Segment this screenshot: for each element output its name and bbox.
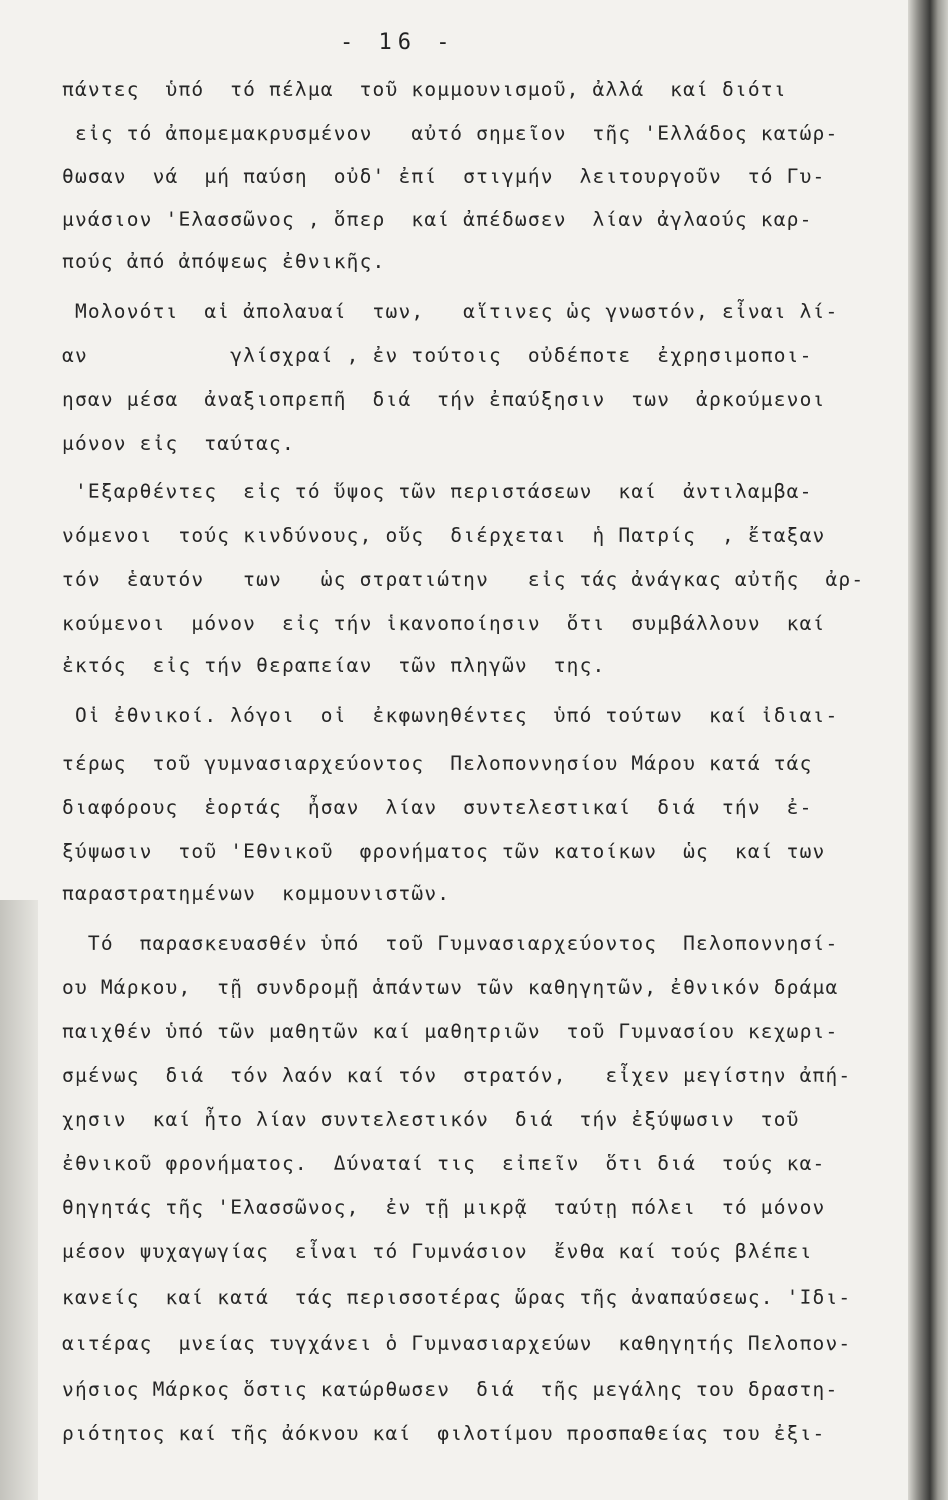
text-line: μνάσιον 'Ελασσῶνος , ὅπερ καί ἀπέδωσεν λίαν ἀγλαούς καρ- — [62, 208, 813, 231]
text-line: θηγητάς τῆς 'Ελασσῶνος, ἐν τῇ μικρᾷ ταύτῃ πόλει τό μόνον — [62, 1196, 826, 1219]
left-page-edge — [0, 900, 38, 1500]
text-line: τέρως τοῦ γυμνασιαρχεύοντος Πελοποννησίου Μάρου κατά τάς — [62, 752, 813, 775]
text-line: ου Μάρκου, τῇ συνδρομῇ ἁπάντων τῶν καθηγητῶν, ἐθνικόν δράμα — [62, 976, 839, 999]
text-line: νόμενοι τούς κινδύνους, οὕς διέρχεται ἡ Πατρίς , ἔταξαν — [62, 524, 826, 547]
book-binding-edge — [908, 0, 948, 1500]
text-line: ριότητος καί τῆς ἀόκνου καί φιλοτίμου προσπαθείας του ἐξι- — [62, 1422, 826, 1445]
text-line: ησαν μέσα ἀναξιοπρεπῆ διά τήν ἐπαύξησιν των ἀρκούμενοι — [62, 388, 826, 411]
text-line: σμένως διά τόν λαόν καί τόν στρατόν, εἶχεν μεγίστην ἀπή- — [62, 1064, 852, 1087]
text-line: χησιν καί ἦτο λίαν συντελεστικόν διά τήν ἐξύψωσιν τοῦ — [62, 1108, 800, 1131]
page-number: - 16 - — [340, 30, 456, 55]
text-line: μέσον ψυχαγωγίας εἶναι τό Γυμνάσιον ἔνθα καί τούς βλέπει — [62, 1240, 813, 1263]
text-line: πάντες ὑπό τό πέλμα τοῦ κομμουνισμοῦ, ἀλλά καί διότι — [62, 78, 787, 101]
text-line: Τό παρασκευασθέν ὑπό τοῦ Γυμνασιαρχεύοντος Πελοποννησί- — [62, 932, 839, 955]
text-line: αν γλίσχραί , ἐν τούτοις οὐδέποτε ἐχρησιμοποι- — [62, 344, 813, 367]
text-line: νήσιος Μάρκος ὅστις κατώρθωσεν διά τῆς μεγάλης του δραστη- — [62, 1378, 839, 1401]
text-line: ἐθνικοῦ φρονήματος. Δύναταί τις εἰπεῖν ὅτι διά τούς κα- — [62, 1152, 826, 1175]
text-line: παιχθέν ὑπό τῶν μαθητῶν καί μαθητριῶν τοῦ Γυμνασίου κεχωρι- — [62, 1020, 839, 1043]
text-line: κανείς καί κατά τάς περισσοτέρας ὥρας τῆς ἀναπαύσεως. 'Ιδι- — [62, 1286, 852, 1309]
text-line: κούμενοι μόνον εἰς τήν ἱκανοποίησιν ὅτι συμβάλλουν καί — [62, 612, 826, 635]
text-line: πούς ἀπό ἀπόψεως ἐθνικῆς. — [62, 250, 386, 273]
text-line: μόνον εἰς ταύτας. — [62, 432, 295, 455]
text-line: παραστρατημένων κομμουνιστῶν. — [62, 882, 451, 905]
text-line: ξύψωσιν τοῦ 'Εθνικοῦ φρονήματος τῶν κατοίκων ὡς καί των — [62, 840, 826, 863]
text-line: Οἱ ἐθνικοί. λόγοι οἱ ἐκφωνηθέντες ὑπό τούτων καί ἰδιαι- — [62, 704, 839, 727]
text-line: εἰς τό ἀπομεμακρυσμένον αὐτό σημεῖον τῆς 'Ελλάδος κατώρ- — [62, 122, 839, 145]
text-line: τόν ἑαυτόν των ὡς στρατιώτην εἰς τάς ἀνάγκας αὐτῆς ἀρ- — [62, 568, 865, 591]
text-line: ἐκτός εἰς τήν θεραπείαν τῶν πληγῶν της. — [62, 654, 606, 677]
text-line: διαφόρους ἑορτάς ἦσαν λίαν συντελεστικαί διά τήν ἐ- — [62, 796, 813, 819]
text-line: 'Εξαρθέντες εἰς τό ὕψος τῶν περιστάσεων καί ἀντιλαμβα- — [62, 480, 813, 503]
text-line: Μολονότι αἱ ἀπολαυαί των, αἵτινες ὡς γνωστόν, εἶναι λί- — [62, 300, 839, 323]
text-line: θωσαν νά μή παύση οὐδ' ἐπί στιγμήν λειτουργοῦν τό Γυ- — [62, 165, 826, 188]
text-line: αιτέρας μνείας τυγχάνει ὁ Γυμνασιαρχεύων καθηγητής Πελοπον- — [62, 1332, 852, 1355]
